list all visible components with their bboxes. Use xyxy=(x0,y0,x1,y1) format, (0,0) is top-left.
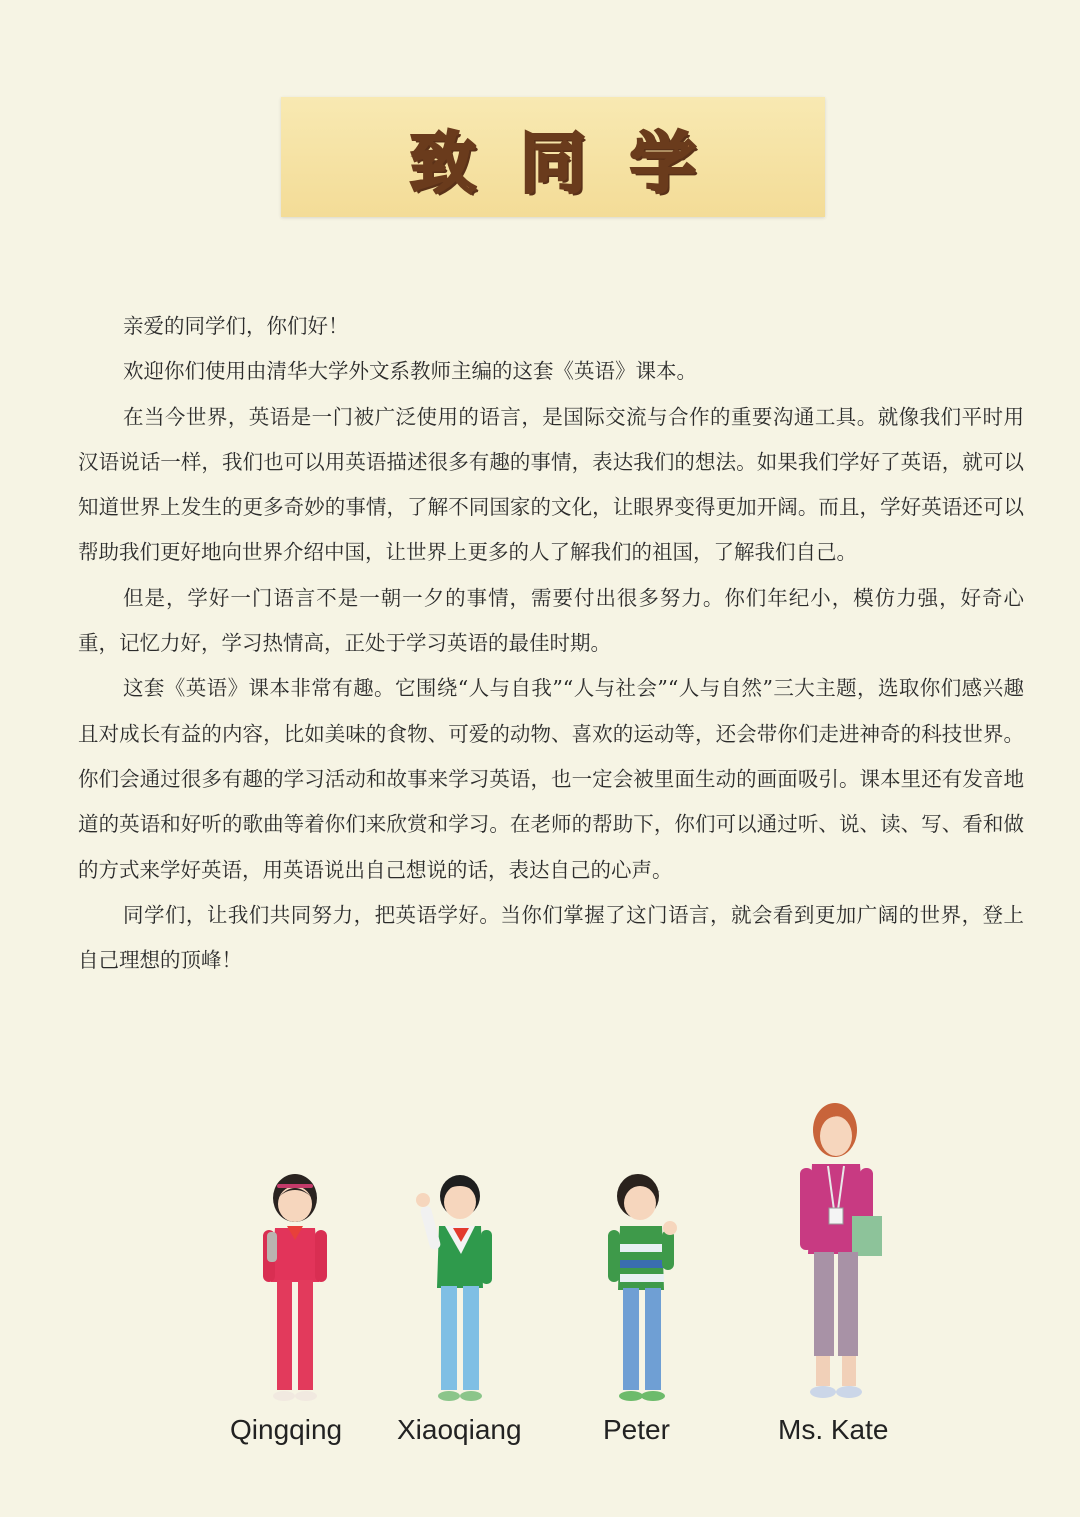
letter-paragraph: 这套《英语》课本非常有趣。它围绕“人与自我”“人与社会”“人与自然”三大主题，选取你们感兴趣且对成长有益的内容，比如美味的食物、可爱的动物、喜欢的运动等，还会带你们走进神奇的科技世界。你们会通过很多有趣的学习活动和故事来学习英语，也一定会被里面生动的画面吸引。课本里还有发音地道的英语和好听的歌曲等着你们来欣赏和学习。在老师的帮助下，你们可以通过听、说、读、写、看和做的方式来学好英语，用英语说出自己想说的话，表达自己的心声。 xyxy=(78,676,1024,882)
ms-kate-illustration xyxy=(790,1100,890,1410)
character-name-xiaoqiang: Xiaoqiang xyxy=(397,1414,522,1445)
character-illustrations xyxy=(190,1090,910,1410)
qingqing-illustration xyxy=(245,1170,345,1410)
character-name-qingqing: Qingqing xyxy=(230,1414,343,1445)
title-banner xyxy=(281,97,825,217)
character-names xyxy=(0,1414,1080,1454)
page-title: 致同学 xyxy=(410,124,740,202)
xiaoqiang-illustration xyxy=(405,1170,505,1410)
letter-paragraph: 在当今世界，英语是一门被广泛使用的语言，是国际交流与合作的重要沟通工具。就像我们平时用汉语说话一样，我们也可以用英语描述很多有趣的事情，表达我们的想法。如果我们学好了英语，就可以知道世界上发生的更多奇妙的事情，了解不同国家的文化，让眼界变得更加开阔。而且，学好英语还可以帮助我们更好地向世界介绍中国，让世界上更多的人了解我们的祖国，了解我们自己。 xyxy=(78,404,1024,565)
letter-paragraph: 同学们，让我们共同努力，把英语学好。当你们掌握了这门语言，就会看到更加广阔的世界，登上自己理想的顶峰！ xyxy=(78,902,1024,973)
letter-body xyxy=(78,304,1024,983)
peter-illustration xyxy=(590,1170,690,1410)
character-name-peter: Peter xyxy=(603,1414,670,1445)
character-name-ms-kate: Ms. Kate xyxy=(778,1414,889,1445)
letter-paragraph: 欢迎你们使用由清华大学外文系教师主编的这套《英语》课本。 xyxy=(123,359,697,384)
letter-greeting: 亲爱的同学们，你们好！ xyxy=(123,314,349,338)
letter-paragraph: 但是，学好一门语言不是一朝一夕的事情，需要付出很多努力。你们年纪小，模仿力强，好奇心重，记忆力好，学习热情高，正处于学习英语的最佳时期。 xyxy=(78,585,1024,656)
